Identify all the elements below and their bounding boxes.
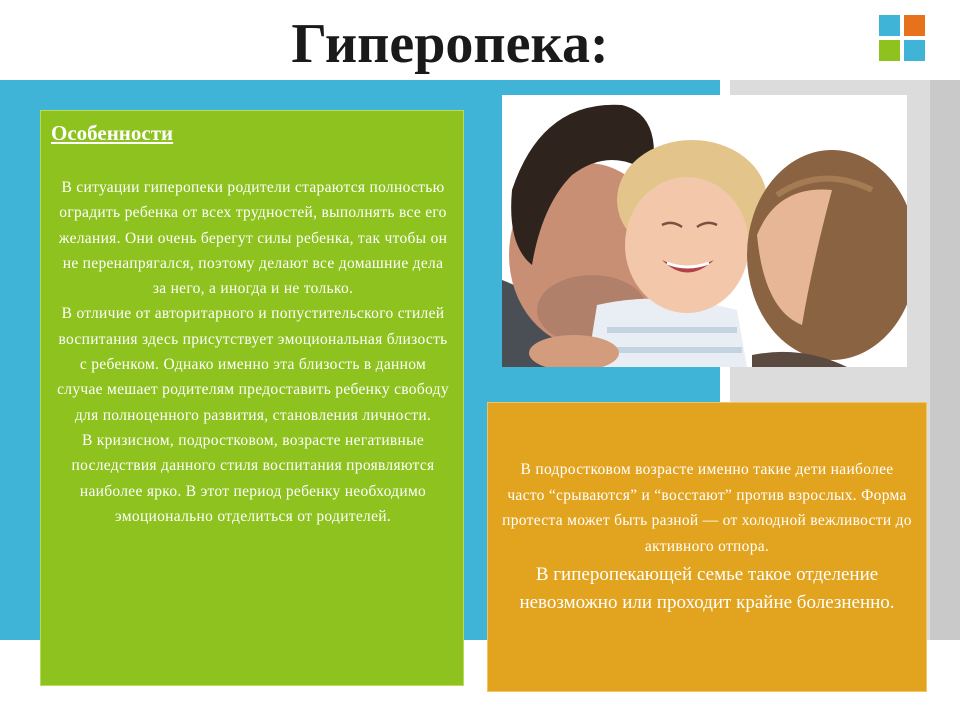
features-box [40,110,464,686]
slide-title: Гиперопека: [291,13,609,75]
family-kissing-child-photo [502,95,907,367]
features-text [55,175,451,529]
features-heading: Особенности [51,121,174,145]
teen-age-conclusion: В гиперопекающей семье такое отделение невозможно или проходит крайне болезненно. [519,564,895,613]
logo-square-bottom-right [904,40,925,61]
logo-square-bottom-left [879,40,900,61]
logo-square-top-left [879,15,900,36]
teen-age-box [487,402,927,692]
photo-illustration [502,95,907,367]
logo-square-top-right [904,15,925,36]
teen-age-paragraph: В подростковом возрасте именно такие дети наиболее часто “срываются” и “восстают” против взрослых. Форма протеста может быть разной — от холодной вежливости до активного отпора. [502,461,912,555]
teen-age-text [500,457,914,617]
features-paragraph: В кризисном, подростковом, возрасте негативные последствия данного стиля воспитания проявляются наиболее ярко. В этот период ребенку необходимо эмоционально отделиться от родителей. [71,431,435,525]
features-paragraph: В ситуации гиперопеки родители стараются полностью оградить ребенка от всех трудностей, выполнять все его желания. Они очень берегут силы ребенка, так чтобы он не перенапрягался, поэтому делают все домашние дела за него, а иногда и не только. [58,179,448,298]
features-paragraph: В отличие от авторитарного и попустительского стилей воспитания здесь присутствует эмоциональная близость с ребенком. Однако именно эта близость в данном случае мешает родителям предоставить ребенку свободу для полноценного развития, становления личности. [57,305,449,424]
four-squares-logo-icon [879,15,925,61]
background-gray-strip [930,80,960,640]
